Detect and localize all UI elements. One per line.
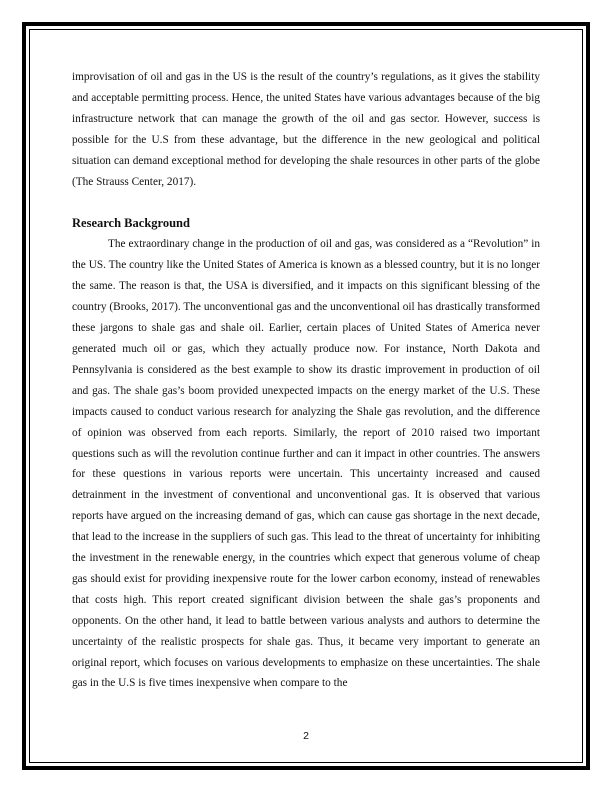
section-heading: Research Background	[72, 216, 190, 231]
page-number: 2	[303, 730, 309, 742]
document-body	[72, 67, 540, 694]
paragraph-research-background: The extraordinary change in the production of oil and gas, was considered as a “Revolution” in the US. The country like the United States of America is known as a blessed country, but it is no longer the same. The reason is that, the USA is diversified, and it impacts on this significant blessing of the country (Brooks, 2017). The unconventional gas and the unconventional oil has drastically transformed these jargons to shale gas and shale oil. Earlier, certain places of United States of America never generated much oil or gas, which they actually produce now. For instance, North Dakota and Pennsylvania is considered as the best example to show its drastic improvement in production of oil and gas. The shale gas’s boom provided unexpected impacts on the energy market of the U.S. These impacts caused to conduct various research for analyzing the Shale gas revolution, and the difference of opinion was observed from each reports. Similarly, the report of 2010 raised two important questions such as will the revolution continue further and can it impact in other countries. The answers for these questions in various reports were uncertain. This uncertainty increased and caused detrainment in the investment of conventional and unconventional gas. It is observed that various reports have argued on the increasing demand of gas, which can cause gas shortage in the next decade, that lead to the increase in the suppliers of such gas. This lead to the threat of uncertainty for inhibiting the investment in the renewable energy, in the countries which expect that generous volume of cheap gas should exist for providing inexpensive route for the lower carbon economy, instead of renewables that costs high. This report created significant division between the shale gas’s proponents and opponents. On the other hand, it lead to battle between various analysts and authors to determine the uncertainty of the realistic prospects for shale gas. Thus, it became very important to generate an original report, which focuses on various developments to emphasize on these uncertainties. The shale gas in the U.S is five times inexpensive when compare to the	[72, 238, 540, 690]
paragraph-intro: improvisation of oil and gas in the US is the result of the country’s regulations, as it gives the stability and acceptable permitting process. Hence, the united States have various advantages because of the big infrastructure network that can manage the growth of the oil and gas sector. However, success is possible for the U.S from these advantage, but the difference in the new geological and political situation can demand exceptional method for developing the shale resources in other parts of the globe (The Strauss Center, 2017).	[72, 71, 540, 188]
